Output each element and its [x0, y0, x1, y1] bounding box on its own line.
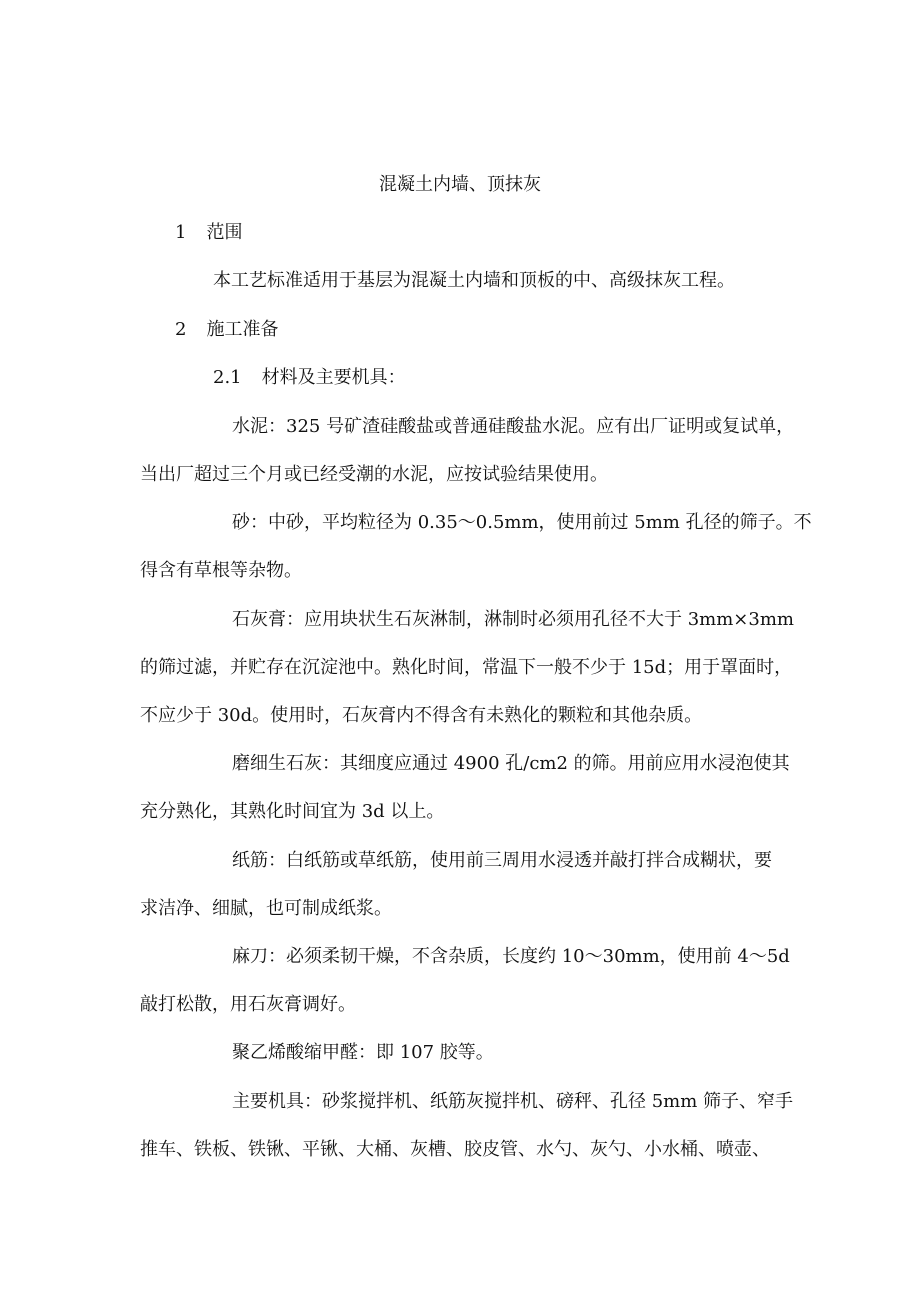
paragraph-quicklime-line-1: 磨细生石灰：其细度应通过 4900 孔/cm2 的筛。用前应用水浸泡使其	[232, 753, 790, 774]
paragraph-tools-line-1: 主要机具：砂浆搅拌机、纸筋灰搅拌机、磅秤、孔径 5mm 筛子、窄手	[232, 1091, 794, 1112]
paragraph-lime-putty-line-3: 不应少于 30d。使用时，石灰膏内不得含有未熟化的颗粒和其他杂质。	[140, 705, 703, 726]
section-2-1-heading	[213, 366, 406, 390]
paragraph-paper-fiber-line-1: 纸筋：白纸筋或草纸筋，使用前三周用水浸透并敲打拌合成糊状，要	[232, 850, 772, 871]
paragraph-quicklime-line-2: 充分熟化，其熟化时间宜为 3d 以上。	[140, 801, 445, 822]
section-2-label: 施工准备	[206, 319, 279, 340]
paragraph-paper-fiber-line-2: 求洁净、细腻，也可制成纸浆。	[140, 898, 392, 919]
paragraph-sand-line-1: 砂：中砂，平均粒径为 0.35～0.5mm，使用前过 5mm 孔径的筛子。不	[232, 512, 812, 533]
paragraph-lime-putty-line-1: 石灰膏：应用块状生石灰淋制，淋制时必须用孔径不大于 3mm×3mm	[232, 609, 794, 630]
section-2-number: 2	[175, 319, 187, 340]
section-2-1-label: 材料及主要机具：	[261, 367, 406, 388]
paragraph-sand-line-2: 得含有草根等杂物。	[140, 560, 302, 581]
section-2-1-number: 2.1	[213, 367, 242, 388]
paragraph-pva-line-1: 聚乙烯酸缩甲醛：即 107 胶等。	[232, 1042, 494, 1063]
paragraph-cement-line-1: 水泥：325 号矿渣硅酸盐或普通硅酸盐水泥。应有出厂证明或复试单，	[232, 416, 795, 437]
document-title: 混凝土内墙、顶抹灰	[379, 174, 541, 195]
paragraph-lime-putty-line-2: 的筛过滤，并贮存在沉淀池中。熟化时间，常温下一般不少于 15d；用于罩面时，	[140, 657, 793, 678]
paragraph-hemp-line-1: 麻刀：必须柔韧干燥，不含杂质，长度约 10～30mm，使用前 4～5d	[232, 946, 790, 967]
section-1-label: 范围	[206, 222, 243, 243]
paragraph-hemp-line-2: 敲打松散，用石灰膏调好。	[140, 994, 356, 1015]
paragraph-cement-line-2: 当出厂超过三个月或已经受潮的水泥，应按试验结果使用。	[140, 464, 608, 485]
section-1-text: 本工艺标准适用于基层为混凝土内墙和顶板的中、高级抹灰工程。	[213, 270, 735, 291]
section-1-heading	[175, 221, 242, 245]
section-2-heading	[175, 318, 278, 342]
section-1-number: 1	[175, 222, 187, 243]
paragraph-tools-line-2: 推车、铁板、铁锹、平锹、大桶、灰槽、胶皮管、水勺、灰勺、小水桶、喷壶、	[140, 1139, 770, 1160]
